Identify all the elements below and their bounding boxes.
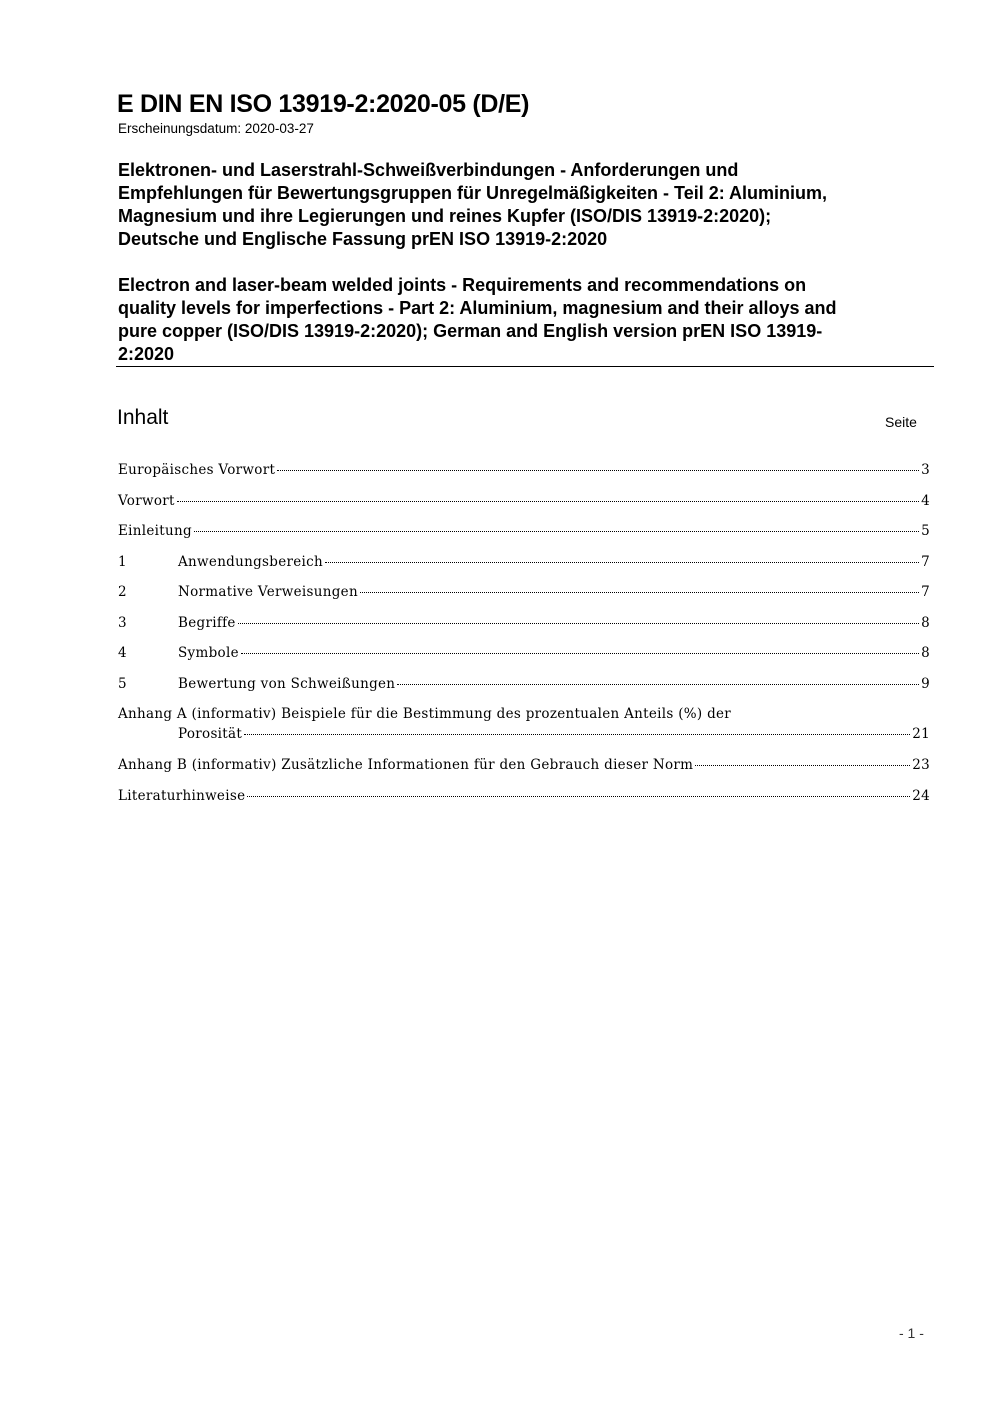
toc-leader-dots bbox=[238, 623, 919, 624]
toc-leader-dots bbox=[194, 531, 919, 532]
toc-entry-text: Literaturhinweise bbox=[118, 787, 246, 804]
toc-entry-page: 4 bbox=[921, 492, 930, 509]
toc-entry-annex-a[interactable] bbox=[118, 706, 930, 757]
toc-entry-page: 5 bbox=[921, 523, 930, 539]
toc-entry-annex-b[interactable] bbox=[118, 757, 930, 788]
toc-entry-page: 8 bbox=[921, 614, 930, 631]
toc-entry-number: 1 bbox=[118, 553, 127, 570]
english-title-line: Electron and laser-beam welded joints - Requirements and recommendations on bbox=[118, 275, 807, 295]
toc-entry-text: Einleitung bbox=[118, 523, 192, 539]
toc-entry-page: 23 bbox=[912, 757, 930, 773]
toc-entry-text: Europäisches Vorwort bbox=[118, 462, 276, 478]
toc-leader-dots bbox=[277, 470, 919, 471]
toc-entry-page: 24 bbox=[912, 787, 930, 804]
toc-heading: Inhalt bbox=[117, 406, 169, 429]
german-title-line: Deutsche und Englische Fassung prEN ISO 13919-2:2020 bbox=[118, 229, 608, 249]
toc-entry-text-continuation: Porosität bbox=[178, 726, 243, 742]
toc-entry-symbols[interactable] bbox=[118, 645, 930, 676]
german-title bbox=[118, 159, 948, 251]
document-id: E DIN EN ISO 13919-2:2020-05 (D/E) bbox=[117, 90, 530, 118]
toc-entry-text: Bewertung von Schweißungen bbox=[178, 675, 396, 692]
toc-entry-number: 5 bbox=[118, 675, 127, 692]
publication-date: Erscheinungsdatum: 2020-03-27 bbox=[118, 121, 314, 136]
toc-leader-dots bbox=[244, 734, 910, 735]
english-title bbox=[118, 274, 948, 366]
german-title-line: Elektronen- und Laserstrahl-Schweißverbindungen - Anforderungen und bbox=[118, 160, 739, 180]
toc-leader-dots bbox=[360, 592, 919, 593]
german-title-line: Magnesium und ihre Legierungen und reines Kupfer (ISO/DIS 13919-2:2020); bbox=[118, 206, 772, 226]
toc-entry-text: Vorwort bbox=[118, 492, 175, 509]
toc-entry-weld-assessment[interactable] bbox=[118, 676, 930, 707]
toc-entry-page: 21 bbox=[912, 726, 930, 742]
toc-leader-dots bbox=[247, 796, 910, 797]
toc-entry-foreword[interactable] bbox=[118, 493, 930, 524]
english-title-line: 2:2020 bbox=[118, 344, 175, 364]
toc-entry-terms[interactable] bbox=[118, 615, 930, 646]
toc-entry-number: 3 bbox=[118, 614, 127, 631]
toc-entry-normative-references[interactable] bbox=[118, 584, 930, 615]
toc-entry-text: Anhang A (informativ) Beispiele für die Bestimmung des prozentualen Anteils (%) der bbox=[118, 706, 732, 722]
toc-entry-text: Anhang B (informativ) Zusätzliche Informationen für den Gebrauch dieser Norm bbox=[118, 757, 694, 773]
toc-entry-page: 7 bbox=[921, 553, 930, 570]
german-title-line: Empfehlungen für Bewertungsgruppen für Unregelmäßigkeiten - Teil 2: Aluminium, bbox=[118, 183, 828, 203]
toc-leader-dots bbox=[695, 765, 910, 766]
toc-entry-page: 8 bbox=[921, 645, 930, 661]
toc-entry-introduction[interactable] bbox=[118, 523, 930, 554]
title-divider bbox=[116, 366, 934, 367]
toc-entry-text: Symbole bbox=[178, 645, 239, 661]
toc-entry-page: 9 bbox=[921, 675, 930, 692]
toc-entry-text: Begriffe bbox=[178, 614, 236, 631]
table-of-contents bbox=[118, 462, 930, 818]
toc-entry-page: 7 bbox=[921, 584, 930, 600]
page-number: - 1 - bbox=[899, 1325, 924, 1341]
toc-entry-scope[interactable] bbox=[118, 554, 930, 585]
toc-entry-text: Anwendungsbereich bbox=[178, 553, 324, 570]
toc-entry-page: 3 bbox=[921, 462, 930, 478]
toc-leader-dots bbox=[325, 562, 919, 563]
toc-leader-dots bbox=[397, 684, 919, 685]
toc-page-label: Seite bbox=[885, 414, 917, 430]
toc-entry-text: Normative Verweisungen bbox=[178, 584, 358, 600]
toc-entry-number: 4 bbox=[118, 645, 127, 661]
toc-leader-dots bbox=[177, 501, 919, 502]
english-title-line: quality levels for imperfections - Part 2: Aluminium, magnesium and their alloys and bbox=[118, 298, 837, 318]
toc-entry-bibliography[interactable] bbox=[118, 788, 930, 819]
toc-entry-european-foreword[interactable] bbox=[118, 462, 930, 493]
english-title-line: pure copper (ISO/DIS 13919-2:2020); German and English version prEN ISO 13919- bbox=[118, 321, 823, 341]
toc-entry-number: 2 bbox=[118, 584, 127, 600]
toc-leader-dots bbox=[241, 653, 919, 654]
